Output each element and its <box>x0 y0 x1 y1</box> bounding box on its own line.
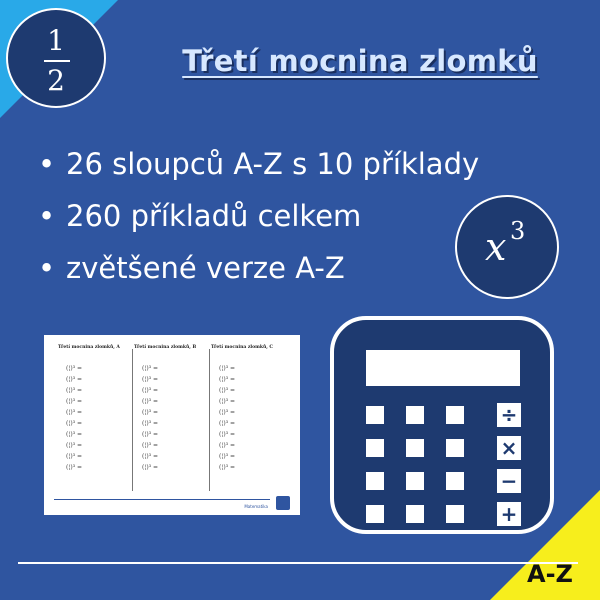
bullet-dot: • <box>38 251 56 285</box>
calculator-key <box>406 472 424 490</box>
worksheet-exercise: (¦)³ = <box>142 464 159 471</box>
worksheet-exercise: (¦)³ = <box>142 365 159 372</box>
feature-text: 26 sloupců A-Z s 10 příklady <box>66 147 480 181</box>
calculator-key <box>406 439 424 457</box>
worksheet-exercise: (¦)³ = <box>66 420 83 427</box>
fraction-denominator: 2 <box>47 64 65 97</box>
feature-item <box>38 242 479 294</box>
calculator-key <box>446 472 464 490</box>
worksheet-exercise: (¦)³ = <box>142 398 159 405</box>
worksheet-divider <box>132 349 133 491</box>
worksheet-exercise: (¦)³ = <box>219 442 236 449</box>
calculator-key <box>366 406 384 424</box>
worksheet-exercise: (¦)³ = <box>66 398 83 405</box>
worksheet-exercise: (¦)³ = <box>66 453 83 460</box>
corner-label: A-Z <box>527 560 573 588</box>
worksheet-exercise: (¦)³ = <box>219 431 236 438</box>
calculator-key <box>446 406 464 424</box>
power-exponent: 3 <box>510 217 526 245</box>
worksheet-exercise: (¦)³ = <box>66 409 83 416</box>
worksheet-column-b <box>134 345 196 350</box>
worksheet-divider <box>209 349 210 491</box>
bullet-dot: • <box>38 147 56 181</box>
worksheet-exercise: (¦)³ = <box>142 387 159 394</box>
worksheet-column-a <box>58 345 120 350</box>
worksheet-column-heading: Třetí mocnina zlomků, B <box>134 345 197 350</box>
bottom-divider <box>18 562 578 564</box>
worksheet-exercise: (¦)³ = <box>142 409 159 416</box>
worksheet-exercise: (¦)³ = <box>66 387 83 394</box>
page-title: Třetí mocnina zlomků <box>182 44 538 78</box>
calculator-key <box>446 439 464 457</box>
calculator-key <box>366 439 384 457</box>
calculator-icon <box>330 316 554 534</box>
calculator-key <box>446 505 464 523</box>
worksheet-exercise: (¦)³ = <box>66 365 83 372</box>
fraction-numerator: 1 <box>47 24 65 57</box>
worksheet-exercise: (¦)³ = <box>219 387 236 394</box>
bullet-dot: • <box>38 199 56 233</box>
worksheet-exercise: (¦)³ = <box>219 464 236 471</box>
worksheet-footer-line <box>54 499 270 500</box>
worksheet-exercise: (¦)³ = <box>142 431 159 438</box>
worksheet-exercise: (¦)³ = <box>219 409 236 416</box>
feature-item <box>38 138 479 190</box>
worksheet-column-heading: Třetí mocnina zlomků, C <box>211 345 273 350</box>
worksheet-exercise: (¦)³ = <box>66 431 83 438</box>
power-base: x <box>485 225 507 269</box>
worksheet-exercise: (¦)³ = <box>142 453 159 460</box>
worksheet-exercise: (¦)³ = <box>66 376 83 383</box>
feature-list <box>38 138 479 294</box>
fraction-badge-icon <box>6 8 106 108</box>
calculator-key <box>406 505 424 523</box>
worksheet-column-heading: Třetí mocnina zlomků, A <box>58 345 120 350</box>
worksheet-exercise: (¦)³ = <box>66 464 83 471</box>
feature-item <box>38 190 479 242</box>
worksheet-exercise: (¦)³ = <box>142 420 159 427</box>
calculator-key <box>366 472 384 490</box>
worksheet-exercise: (¦)³ = <box>219 420 236 427</box>
worksheet-preview <box>44 335 300 515</box>
fraction-bar <box>44 60 70 62</box>
calculator-key <box>406 406 424 424</box>
minus-key-icon: − <box>497 469 521 493</box>
feature-text: 260 příkladů celkem <box>66 199 362 233</box>
calculator-screen <box>366 350 520 386</box>
worksheet-exercise: (¦)³ = <box>142 442 159 449</box>
worksheet-exercise: (¦)³ = <box>142 376 159 383</box>
multiply-key-icon: × <box>497 436 521 460</box>
worksheet-exercise: (¦)³ = <box>66 442 83 449</box>
worksheet-column-c <box>211 345 273 350</box>
calculator-key <box>366 505 384 523</box>
worksheet-exercise: (¦)³ = <box>219 453 236 460</box>
plus-key-icon: + <box>497 502 521 526</box>
worksheet-footer-label: Matematika <box>244 504 268 509</box>
worksheet-logo-icon <box>276 496 290 510</box>
divide-key-icon: ÷ <box>497 403 521 427</box>
cube-power-badge-icon <box>455 195 559 299</box>
worksheet-exercise: (¦)³ = <box>219 376 236 383</box>
worksheet-exercise: (¦)³ = <box>219 398 236 405</box>
worksheet-exercise: (¦)³ = <box>219 365 236 372</box>
feature-text: zvětšené verze A-Z <box>66 251 345 285</box>
